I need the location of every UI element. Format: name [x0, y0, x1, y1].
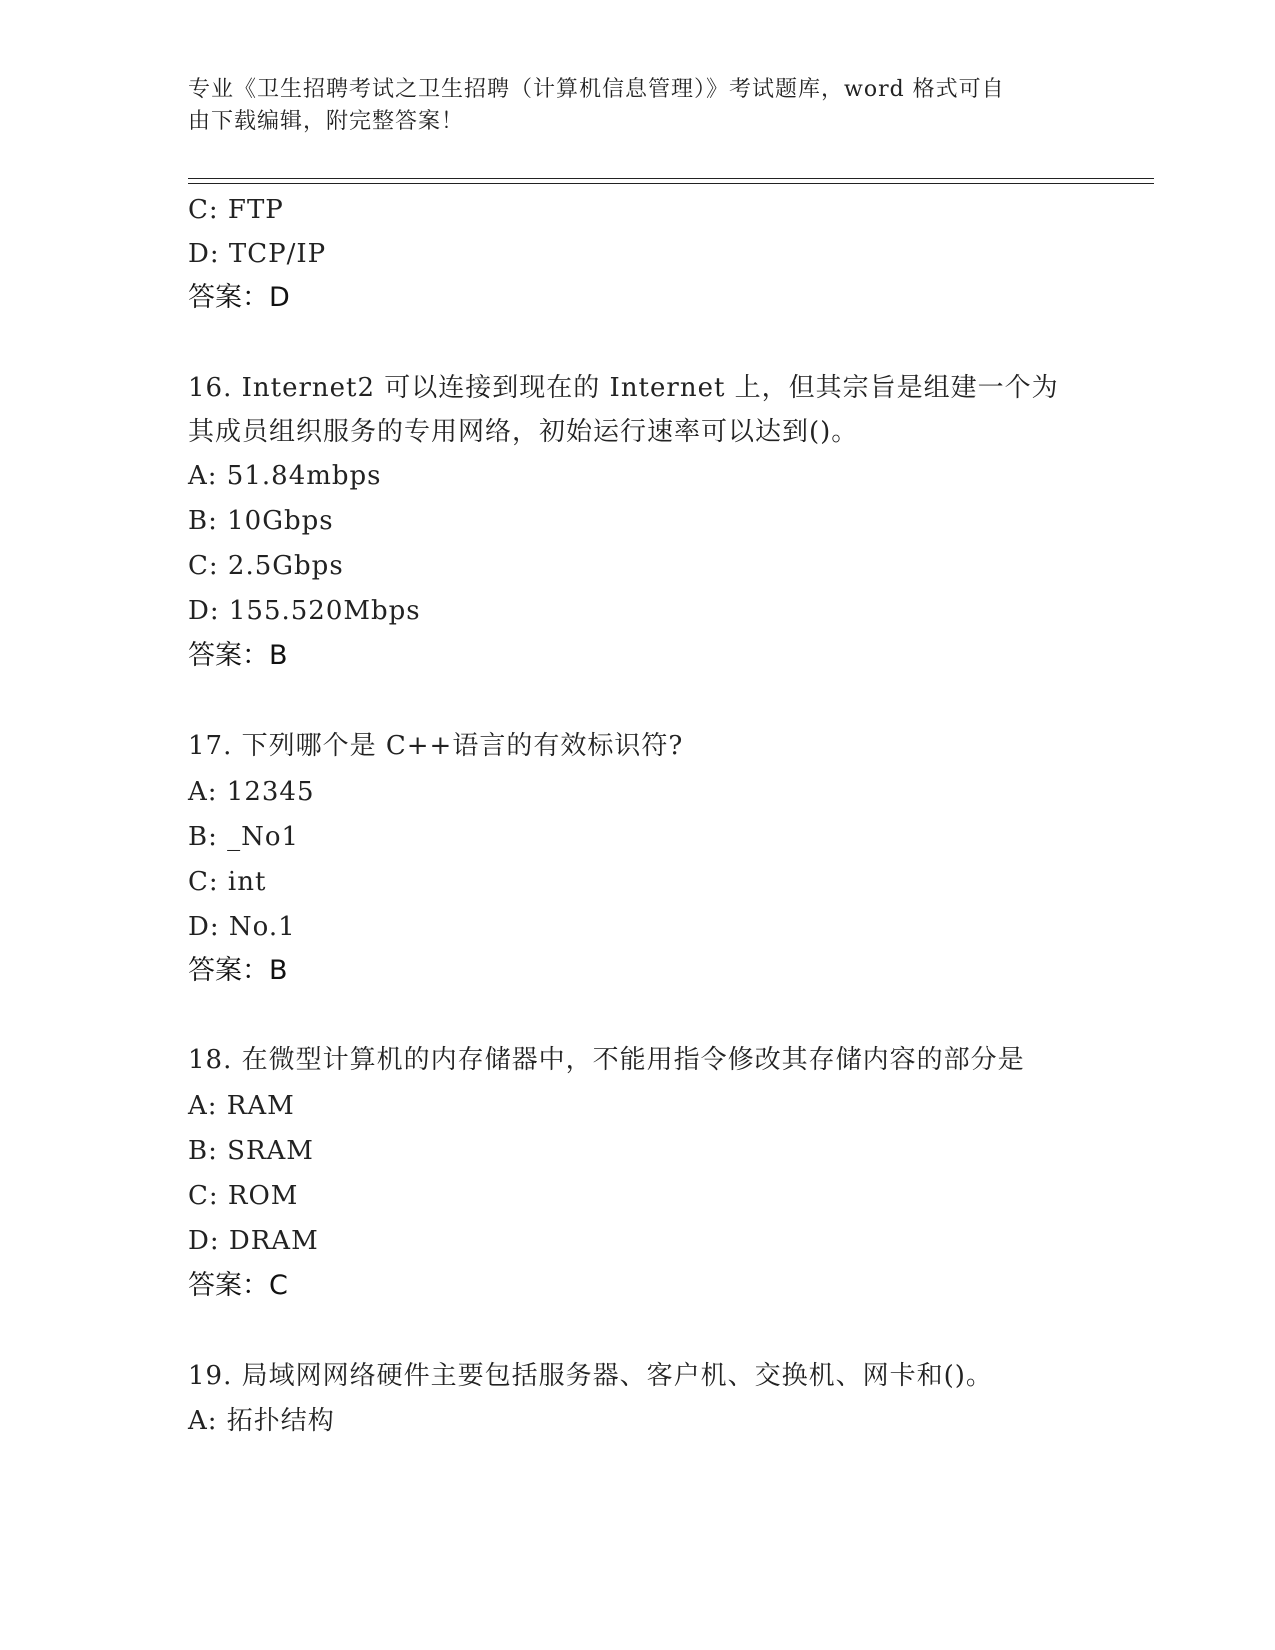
q17-answer: 答案：B: [188, 955, 288, 986]
q19-option-a: A: 拓扑结构: [188, 1406, 335, 1436]
q16-option-c: C: 2.5Gbps: [188, 551, 344, 581]
header-divider-top: [188, 178, 1154, 179]
q18-option-d: D: DRAM: [188, 1226, 319, 1256]
header-line-1: 专业《卫生招聘考试之卫生招聘（计算机信息管理）》考试题库，word 格式可自: [188, 77, 1005, 102]
q18-answer: 答案：C: [188, 1270, 288, 1301]
q17-option-d: D: No.1: [188, 912, 296, 942]
q15-option-c: C: FTP: [188, 195, 284, 225]
q15-answer: 答案：D: [188, 282, 290, 313]
q17-option-c: C: int: [188, 867, 267, 897]
document-header: [188, 74, 1088, 138]
q18-option-a: A: RAM: [188, 1091, 295, 1121]
q16-answer: 答案：B: [188, 640, 288, 671]
q18-option-c: C: ROM: [188, 1181, 299, 1211]
header-line-2: 由下载编辑，附完整答案！: [188, 109, 465, 134]
q17-option-b: B: _No1: [188, 822, 300, 852]
q16-stem-line-2: 其成员组织服务的专用网络，初始运行速率可以达到()。: [188, 417, 859, 447]
q16-option-d: D: 155.520Mbps: [188, 596, 421, 626]
q18-stem: 18. 在微型计算机的内存储器中，不能用指令修改其存储内容的部分是: [188, 1045, 1025, 1075]
q16-stem-line-1: 16. Internet2 可以连接到现在的 Internet 上，但其宗旨是组建一个为: [188, 373, 1059, 403]
q16-option-b: B: 10Gbps: [188, 506, 334, 536]
q17-stem: 17. 下列哪个是 C++语言的有效标识符?: [188, 731, 684, 761]
q19-stem: 19. 局域网网络硬件主要包括服务器、客户机、交换机、网卡和()。: [188, 1361, 993, 1391]
q15-option-d: D: TCP/IP: [188, 239, 327, 269]
q18-option-b: B: SRAM: [188, 1136, 314, 1166]
header-divider-bottom: [188, 183, 1154, 184]
q17-option-a: A: 12345: [188, 777, 315, 807]
q16-option-a: A: 51.84mbps: [188, 461, 382, 491]
